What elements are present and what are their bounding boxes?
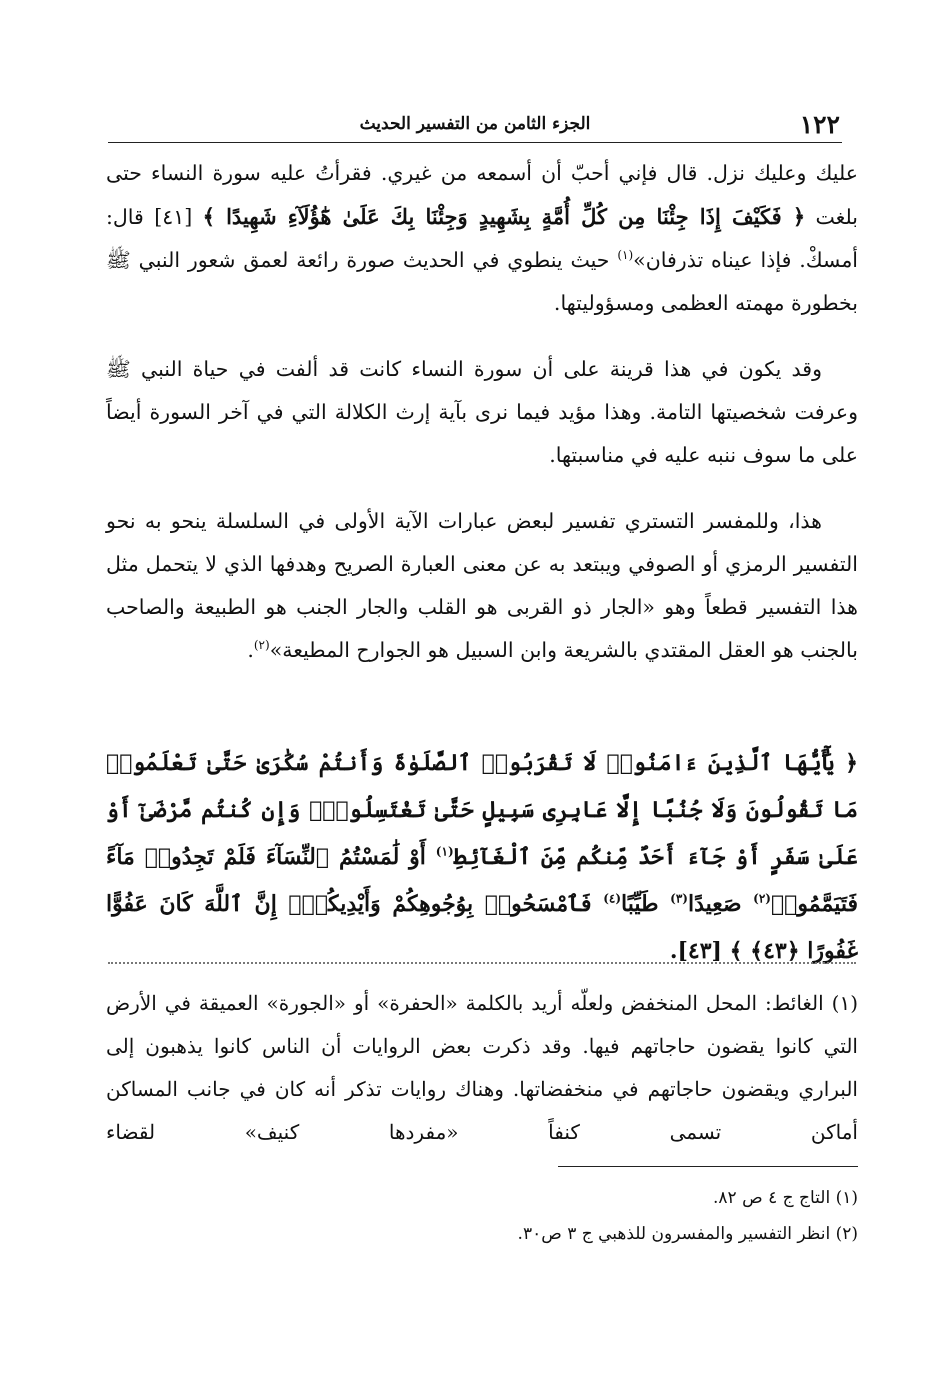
paragraph-1 bbox=[106, 152, 858, 325]
paragraph-3-text: هذا، وللمفسر التستري تفسير لبعض عبارات الآية الأولى في السلسلة ينحو به نحو التفسير الرمزي أو الصوفي ويبتعد به عن معنى العبارة الصريح وهدفها الذي لا يتحمل مثل هذا التفسير قطعاً وهو «الجار ذو القربى هو القلب والجار الجنب هو الطبيعة والصاحب بالجنب هو العقل المقتدي بالشريعة وابن السبيل هو الجوارح المطيعة» bbox=[106, 509, 858, 662]
quran-part-3: صَعِيدًا bbox=[687, 891, 754, 917]
paragraph-2: وقد يكون في هذا قرينة على أن سورة النساء كانت قد ألفت في حياة النبي ﷺ وعرفت شخصيتها التامة. وهذا مؤيد فيما نرى بآية إرث الكلالة التي في آخر السورة أيضاً على ما سوف ننبه عليه في مناسبتها. bbox=[106, 357, 858, 467]
verse-reference: [٤٣]. bbox=[669, 938, 730, 964]
explanatory-footnote: (١) الغائط: المحل المنخفض ولعلّه أريد بالكلمة «الحفرة» أو «الجورة» العميقة في الأرض التي كانوا يقضون حاجاتهم فيها. وقد ذكرت بعض الروايات أن الناس كانوا يذهبون إلى البراري ويقضون حاجاتهم في منخفضاتها. وهناك روايات تذكر أنه كان في جانب المساكن أماكن تسمى كنفاً «مفردها كنيف» لقضاء bbox=[106, 991, 858, 1144]
quran-part-2: أَوْ لَٰمَسْتُمُ ٱلنِّسَآءَ فَلَمْ تَجِدُوا۟ مَآءً فَتَيَمَّمُوا۟ bbox=[106, 844, 858, 917]
quran-part-1: ﴿ يَٰٓأَيُّهَا ٱلَّذِينَ ءَامَنُوا۟ لَا تَقْرَبُوا۟ ٱلصَّلَوٰةَ وَأَنتُمْ سُكَٰرَىٰ حَتَّىٰ تَعْلَمُوا۟ مَا تَقُولُونَ وَلَا جُنُبًا إِلَّا عَابِرِى سَبِيلٍ حَتَّىٰ تَغْتَسِلُوا۟ۚ وَإِن كُنتُم مَّرْضَىٰٓ أَوْ عَلَىٰ سَفَرٍ أَوْ جَآءَ أَحَدٌ مِّنكُم مِّنَ ٱلْغَآئِطِ bbox=[106, 750, 858, 870]
quran-mark-1: (١) bbox=[435, 844, 454, 859]
quran-quote: ﴿ فَكَيْفَ إِذَا جِئْنَا مِن كُلِّ أُمَّةٍ بِشَهِيدٍ وَجِئْنَا بِكَ عَلَىٰ هَٰٓؤُلَآءِ شَهِيدًا ﴾ bbox=[202, 204, 806, 229]
footnote-mark: (٢) bbox=[253, 638, 270, 653]
quran-verse-block bbox=[106, 740, 858, 975]
paragraph-1-text-b: [٤١] قال: أمسكْ. فإذا عيناه تذرفان» bbox=[106, 205, 858, 272]
page-number: ١٢٢ bbox=[799, 110, 840, 139]
dotted-separator bbox=[108, 962, 856, 964]
quran-mark-4: (٤) bbox=[603, 891, 622, 906]
paragraph-3-end: . bbox=[247, 638, 254, 662]
quran-part-4: طَيِّبًا bbox=[621, 891, 671, 917]
quran-mark-3: (٣) bbox=[670, 891, 688, 906]
footnote-references bbox=[106, 1180, 858, 1252]
footnote-mark: (١) bbox=[617, 248, 634, 263]
quran-part-5: فَٱمْسَحُوا۟ بِوُجُوهِكُمْ وَأَيْدِيكُمْۗ إِنَّ ٱللَّهَ كَانَ عَفُوًّا غَفُورًا ﴿٤٣﴾ ﴾ bbox=[106, 891, 858, 964]
reference-2: (٢) انظر التفسير والمفسرون للذهبي ج ٣ ص٣٠. bbox=[517, 1224, 858, 1244]
footnote-divider bbox=[558, 1166, 858, 1167]
paragraph-3 bbox=[106, 500, 858, 672]
page-header bbox=[108, 108, 842, 143]
running-title: الجزء الثامن من التفسير الحديث bbox=[359, 114, 591, 134]
paragraph-1-text-c: حيث ينطوي في الحديث صورة رائعة لعمق شعور النبي ﷺ بخطورة مهمته العظمى ومسؤوليتها. bbox=[106, 248, 858, 315]
main-text bbox=[106, 152, 858, 695]
paragraph-1-text-a: عليك وعليك نزل. قال فإني أحبّ أن أسمعه من غيري. فقرأتُ عليه سورة النساء حتى بلغت bbox=[106, 161, 858, 229]
quran-mark-2: (٢) bbox=[753, 891, 771, 906]
reference-1: (١) التاج ج ٤ ص ٨٢. bbox=[713, 1188, 858, 1208]
